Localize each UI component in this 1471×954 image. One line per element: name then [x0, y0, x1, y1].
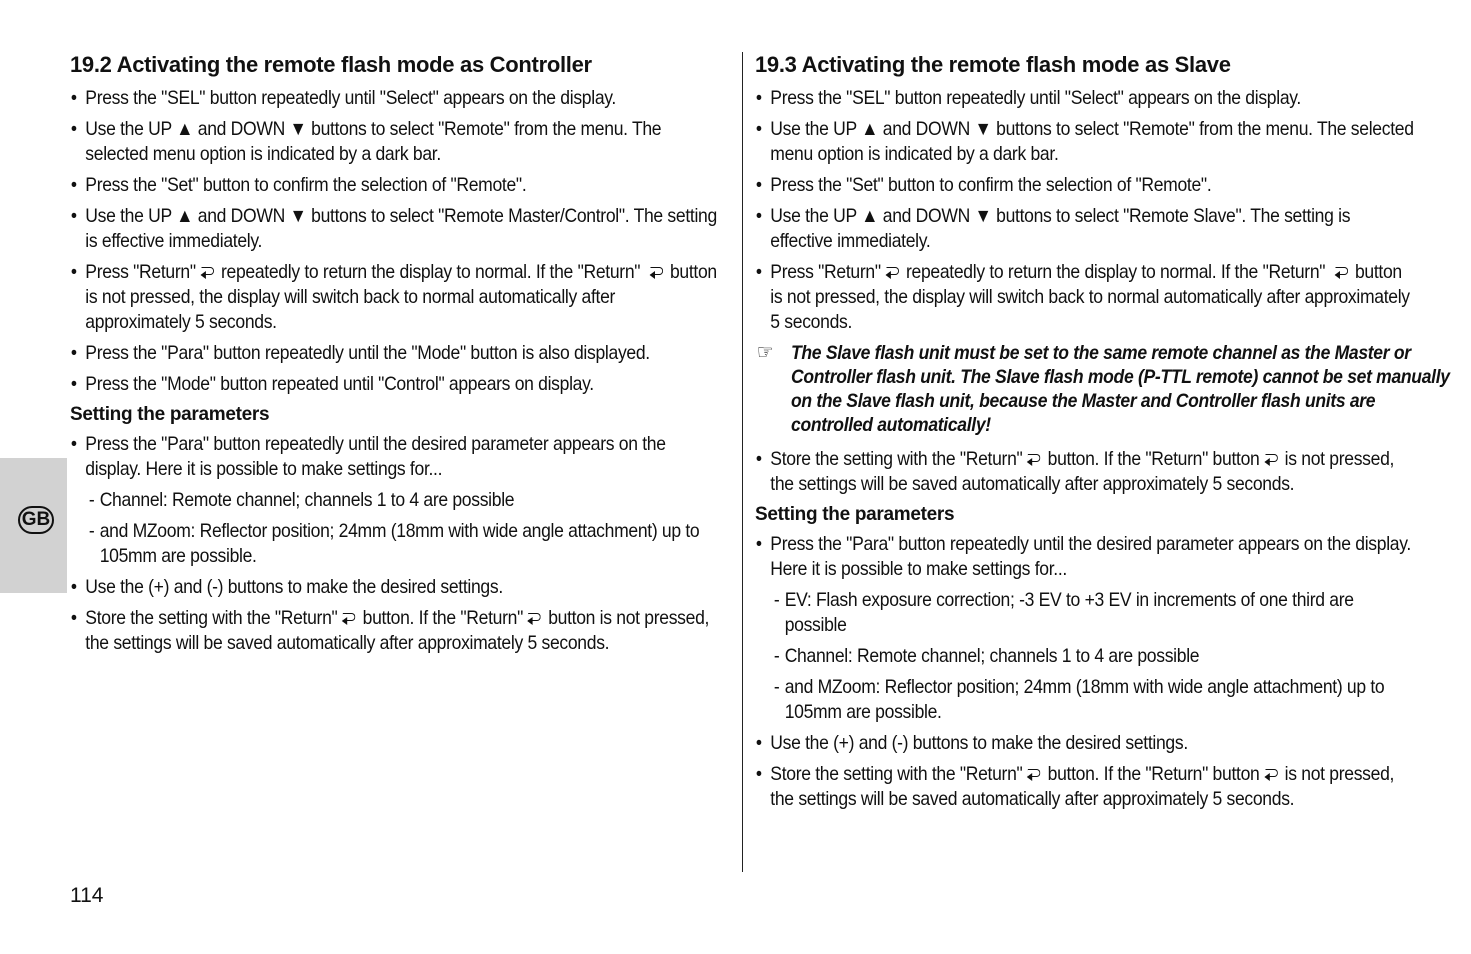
subheading: Setting the parameters: [755, 504, 955, 525]
return-icon: [1333, 265, 1351, 279]
page-number: 114: [70, 884, 104, 907]
left-column: [70, 50, 725, 662]
return-icon: [1263, 767, 1281, 781]
list-item: • Press the "SEL" button repeatedly until "Select" appears on the display.: [70, 86, 724, 111]
list-item: • Use the (+) and (-) buttons to make the desired settings.: [70, 575, 724, 600]
list-item: • Press the "Para" button repeatedly until the desired parameter appears on the display. Here it is possible to make settings for...: [755, 532, 1414, 582]
list-item-text: button is not pressed, the display will switch back to normal automatically after approximately 5 seconds.: [770, 261, 1410, 333]
list-item-text: repeatedly to return the display to normal. If the "Return": [905, 261, 1326, 283]
list-item: [755, 260, 1414, 335]
list-item: • Use the UP ▲ and DOWN ▼ buttons to select "Remote Slave". The setting is effective immediately.: [755, 204, 1414, 254]
list-item: [70, 260, 724, 335]
list-item-text: button. If the "Return" button: [1047, 448, 1260, 470]
instruction-list: [70, 86, 724, 397]
return-icon: [527, 611, 545, 625]
instruction-list: [70, 432, 724, 656]
list-item: [755, 447, 1414, 497]
list-item: • Use the UP ▲ and DOWN ▼ buttons to select "Remote" from the menu. The selected menu option is indicated by a dark bar.: [755, 117, 1414, 167]
note-text: The Slave flash unit must be set to the same remote channel as the Master or Controller flash unit. The Slave flash mode (P-TTL remote) cannot be set manually on the Slave flash unit, because the Master and Controller flash units are controlled automatically!: [791, 342, 1450, 436]
list-item-text: is not pressed, the settings will be saved automatically after approximately 5 seconds.: [770, 763, 1395, 810]
list-item: • Use the UP ▲ and DOWN ▼ buttons to select "Remote" from the menu. The selected menu option is indicated by a dark bar.: [70, 117, 724, 167]
return-icon: [1026, 767, 1044, 781]
list-item: [755, 762, 1414, 812]
list-item: • Press the "Para" button repeatedly until the desired parameter appears on the display. Here it is possible to make settings for...: [70, 432, 724, 482]
return-icon: [648, 265, 666, 279]
list-item-text: Press "Return": [770, 261, 881, 283]
sub-list-item: - and MZoom: Reflector position; 24mm (18mm with wide angle attachment) up to 105mm are possible.: [755, 675, 1414, 725]
column-divider: [742, 52, 743, 872]
subheading: Setting the parameters: [70, 404, 270, 425]
list-item-text: repeatedly to return the display to normal. If the "Return": [220, 261, 641, 283]
list-item: [70, 606, 724, 656]
list-item-text: button is not pressed, the display will switch back to normal automatically after approximately 5 seconds.: [85, 261, 717, 333]
section-title: 19.3 Activating the remote flash mode as Slave: [755, 52, 1231, 77]
list-item: • Press the "Para" button repeatedly until the "Mode" button is also displayed.: [70, 341, 724, 366]
list-item: • Use the (+) and (-) buttons to make the desired settings.: [755, 731, 1414, 756]
list-item-text: Press "Return": [85, 261, 196, 283]
list-item: • Press the "SEL" button repeatedly until "Select" appears on the display.: [755, 86, 1414, 111]
sub-list-item: - Channel: Remote channel; channels 1 to 4 are possible: [70, 488, 724, 513]
return-icon: [199, 265, 217, 279]
note-callout: [755, 341, 1450, 437]
return-icon: [1263, 452, 1281, 466]
return-icon: [884, 265, 902, 279]
list-item: • Press the "Mode" button repeated until "Control" appears on display.: [70, 372, 724, 397]
pointing-hand-icon: ☞: [756, 341, 774, 364]
instruction-list: [755, 86, 1414, 335]
language-tab-label: GB: [18, 506, 54, 534]
list-item-text: is not pressed, the settings will be saved automatically after approximately 5 seconds.: [770, 448, 1395, 495]
list-item-text: button. If the "Return": [362, 607, 523, 629]
sub-list-item: - Channel: Remote channel; channels 1 to 4 are possible: [755, 644, 1414, 669]
list-item-text: Store the setting with the "Return": [85, 607, 338, 629]
list-item-text: button is not pressed, the settings will be saved automatically after approximately 5 seconds.: [85, 607, 710, 654]
return-icon: [341, 611, 359, 625]
list-item-text: Store the setting with the "Return": [770, 763, 1023, 785]
list-item: • Press the "Set" button to confirm the selection of "Remote".: [755, 173, 1414, 198]
list-item-text: Store the setting with the "Return": [770, 448, 1023, 470]
return-icon: [1026, 452, 1044, 466]
list-item-text: button. If the "Return" button: [1047, 763, 1260, 785]
instruction-list: [755, 447, 1414, 497]
right-column: [755, 50, 1450, 818]
instruction-list: [755, 532, 1414, 812]
sub-list-item: - and MZoom: Reflector position; 24mm (18mm with wide angle attachment) up to 105mm are possible.: [70, 519, 724, 569]
sub-list-item: - EV: Flash exposure correction; -3 EV to +3 EV in increments of one third are possible: [755, 588, 1414, 638]
list-item: • Press the "Set" button to confirm the selection of "Remote".: [70, 173, 724, 198]
list-item: • Use the UP ▲ and DOWN ▼ buttons to select "Remote Master/Control". The setting is effective immediately.: [70, 204, 724, 254]
section-title: 19.2 Activating the remote flash mode as Controller: [70, 52, 592, 77]
